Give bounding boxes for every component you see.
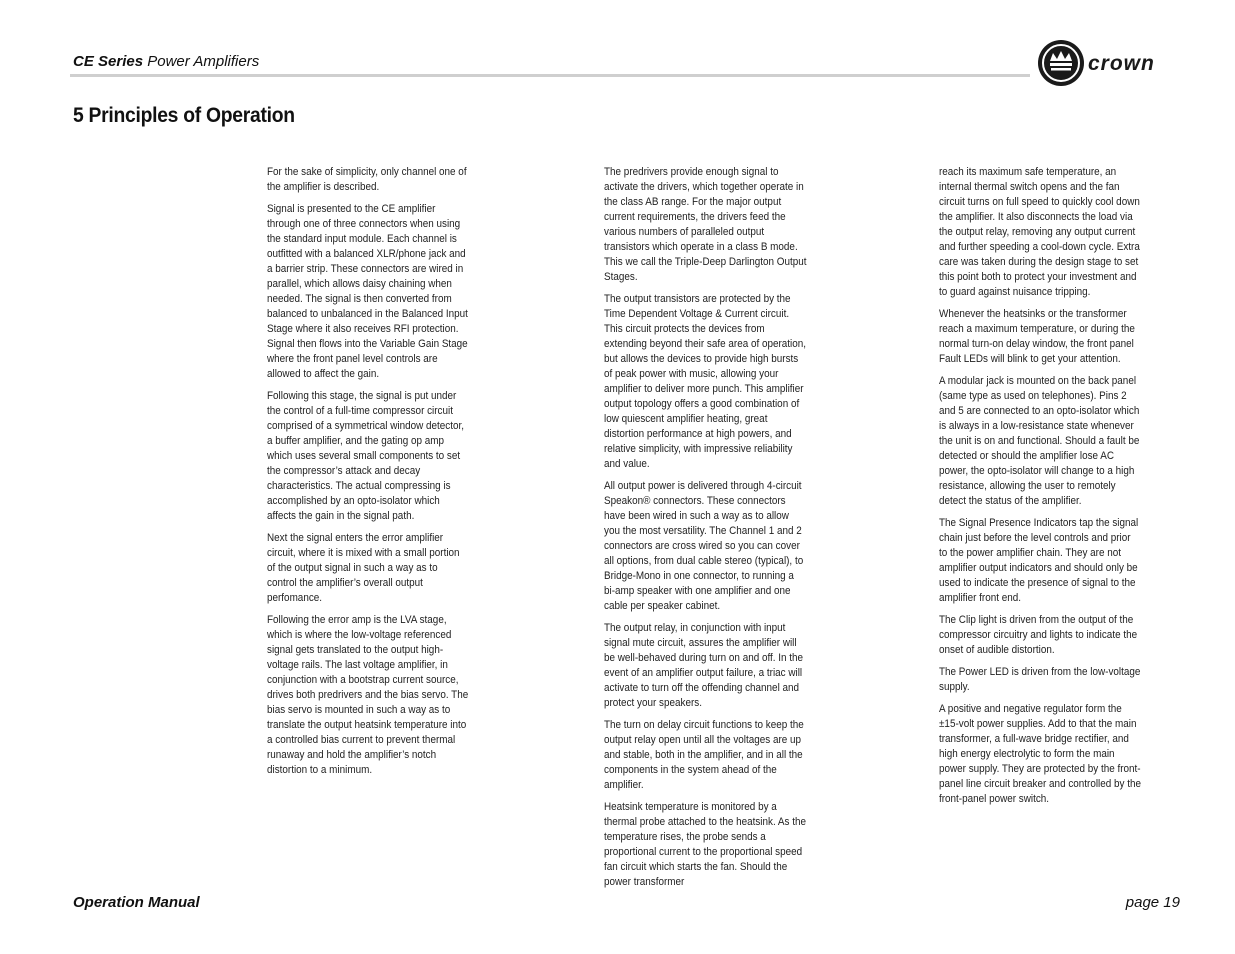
paragraph: The output transistors are protected by the Time Dependent Voltage & Current circuit. This circuit protects the devices from extending beyond their safe area of operation, but allows the devices to provide high bursts of peak power with music, allowing your amplifier to deliver more punch. This amplifier output topology offers a good combination of low quiescent amplifier heating, great distortion performance at high powers, and relative simplicity, with impressive reliability and value. [604,293,806,470]
paragraph: For the sake of simplicity, only channel one of the amplifier is described. [267,166,467,193]
paragraph: Whenever the heatsinks or the transformer reach a maximum temperature, or during the normal turn-on delay window, the front panel Fault LEDs will blink to get your attention. [939,308,1135,365]
section-title: 5 Principles of Operation [73,104,295,127]
paragraph: The Signal Presence Indicators tap the signal chain just before the level controls and prior to the power amplifier chain. They are not amplifier output indicators and should only be used to indicate the presence of signal to the amplifier front end. [939,517,1139,604]
paragraph: The Clip light is driven from the output of the compressor circuitry and lights to indicate the onset of audible distortion. [939,614,1138,656]
paragraph: The turn on delay circuit functions to keep the output relay open until all the voltages are up and stable, both in the amplifier, and in all the components in the system ahead of the amplifier. [604,719,804,791]
text-column-3 [939,165,1164,814]
paragraph: The predrivers provide enough signal to activate the drivers, which together operate in the class AB range. For the major output current requirements, the drivers feed the various numbers of paralleled output transistors which operate in a class B mode. This we call the Triple-Deep Darlington Output Stages. [604,166,807,283]
paragraph: Heatsink temperature is monitored by a thermal probe attached to the heatsink. As the temperature rises, the probe sends a proportional current to the proportional speed fan circuit which starts the fan. Should the power transformer [604,801,806,888]
page-number: page 19 [1125,894,1180,911]
paragraph: The Power LED is driven from the low-voltage supply. [939,666,1141,693]
paragraph: A modular jack is mounted on the back panel (same type as used on telephones). Pins 2 and 5 are connected to an opto-isolator which is always in a low-resistance state whenever the unit is on and functional. Should a fault be detected or should the amplifier lose AC power, the opto-isolator will change to a high resistance, allowing the user to remotely detect the status of the amplifier. [939,375,1140,507]
paragraph: The output relay, in conjunction with input signal mute circuit, assures the amplifier will be well-behaved during turn on and off. In the event of an amplifier output failure, a triac will activate to turn off the offending channel and protect your speakers. [604,622,804,709]
paragraph: Following this stage, the signal is put under the control of a full-time compressor circuit comprised of a symmetrical window detector, a buffer amplifier, and the gating op amp which uses several small components to set the compressor’s attack and decay characteristics. The actual compressing is accomplished by an opto-isolator which affects the gain in the signal path. [267,390,464,522]
text-column-1 [267,165,492,785]
running-header [73,53,259,70]
footer-manual-title: Operation Manual [73,894,200,911]
series-name: CE Series [73,53,144,70]
paragraph: Signal is presented to the CE amplifier through one of three connectors when using the standard input module. Each channel is outfitted with a balanced XLR/phone jack and a barrier strip. These connectors are wired in parallel, which allows daisy chaining when needed. The signal is then converted from balanced to unbalanced in the Balanced Input Stage where it also receives RFI protection. Signal then flows into the Variable Gain Stage where the front panel level controls are allowed to affect the gain. [267,203,468,380]
text-column-2 [604,165,829,897]
paragraph: reach its maximum safe temperature, an internal thermal switch opens and the fan circuit turns on full speed to quickly cool down the amplifier. It also disconnects the load via the output relay, removing any output current and further speeding a cool-down cycle. Extra care was taken during the design stage to set this point both to protect your investment and to guard against nuisance tripping. [939,166,1140,298]
header-rule [70,74,1030,77]
paragraph: All output power is delivered through 4-circuit Speakon® connectors. These connectors have been wired in such a way as to allow you the most versatility. The Channel 1 and 2 connectors are cross wired so you can cover all options, from dual cable stereo (typical), to Bridge-Mono in one connector, to running a bi-amp speaker with one amplifier and one cable per speaker cabinet. [604,480,804,612]
svg-text:crown: crown [1088,52,1155,75]
paragraph: Following the error amp is the LVA stage, which is where the low-voltage referenced signal gets translated to the output high-voltage rails. The last voltage amplifier, in conjunction with a bootstrap current source, drives both predrivers and the bias servo. The bias servo is mounted in such a way as to translate the output heatsink temperature into a controlled bias current to prevent thermal runaway and hold the amplifier’s notch distortion to a minimum. [267,614,469,776]
series-subtitle: Power Amplifiers [147,53,260,70]
paragraph: Next the signal enters the error amplifier circuit, where it is mixed with a small portion of the output signal in such a way as to control the amplifier’s overall output perfomance. [267,532,460,604]
paragraph: A positive and negative regulator form the ±15-volt power supplies. Add to that the main transformer, a full-wave bridge rectifier, and high energy electrolytic to form the main power supply. They are protected by the front-panel line circuit breaker and controlled by the front-panel power switch. [939,703,1141,805]
crown-logo [1036,38,1186,90]
